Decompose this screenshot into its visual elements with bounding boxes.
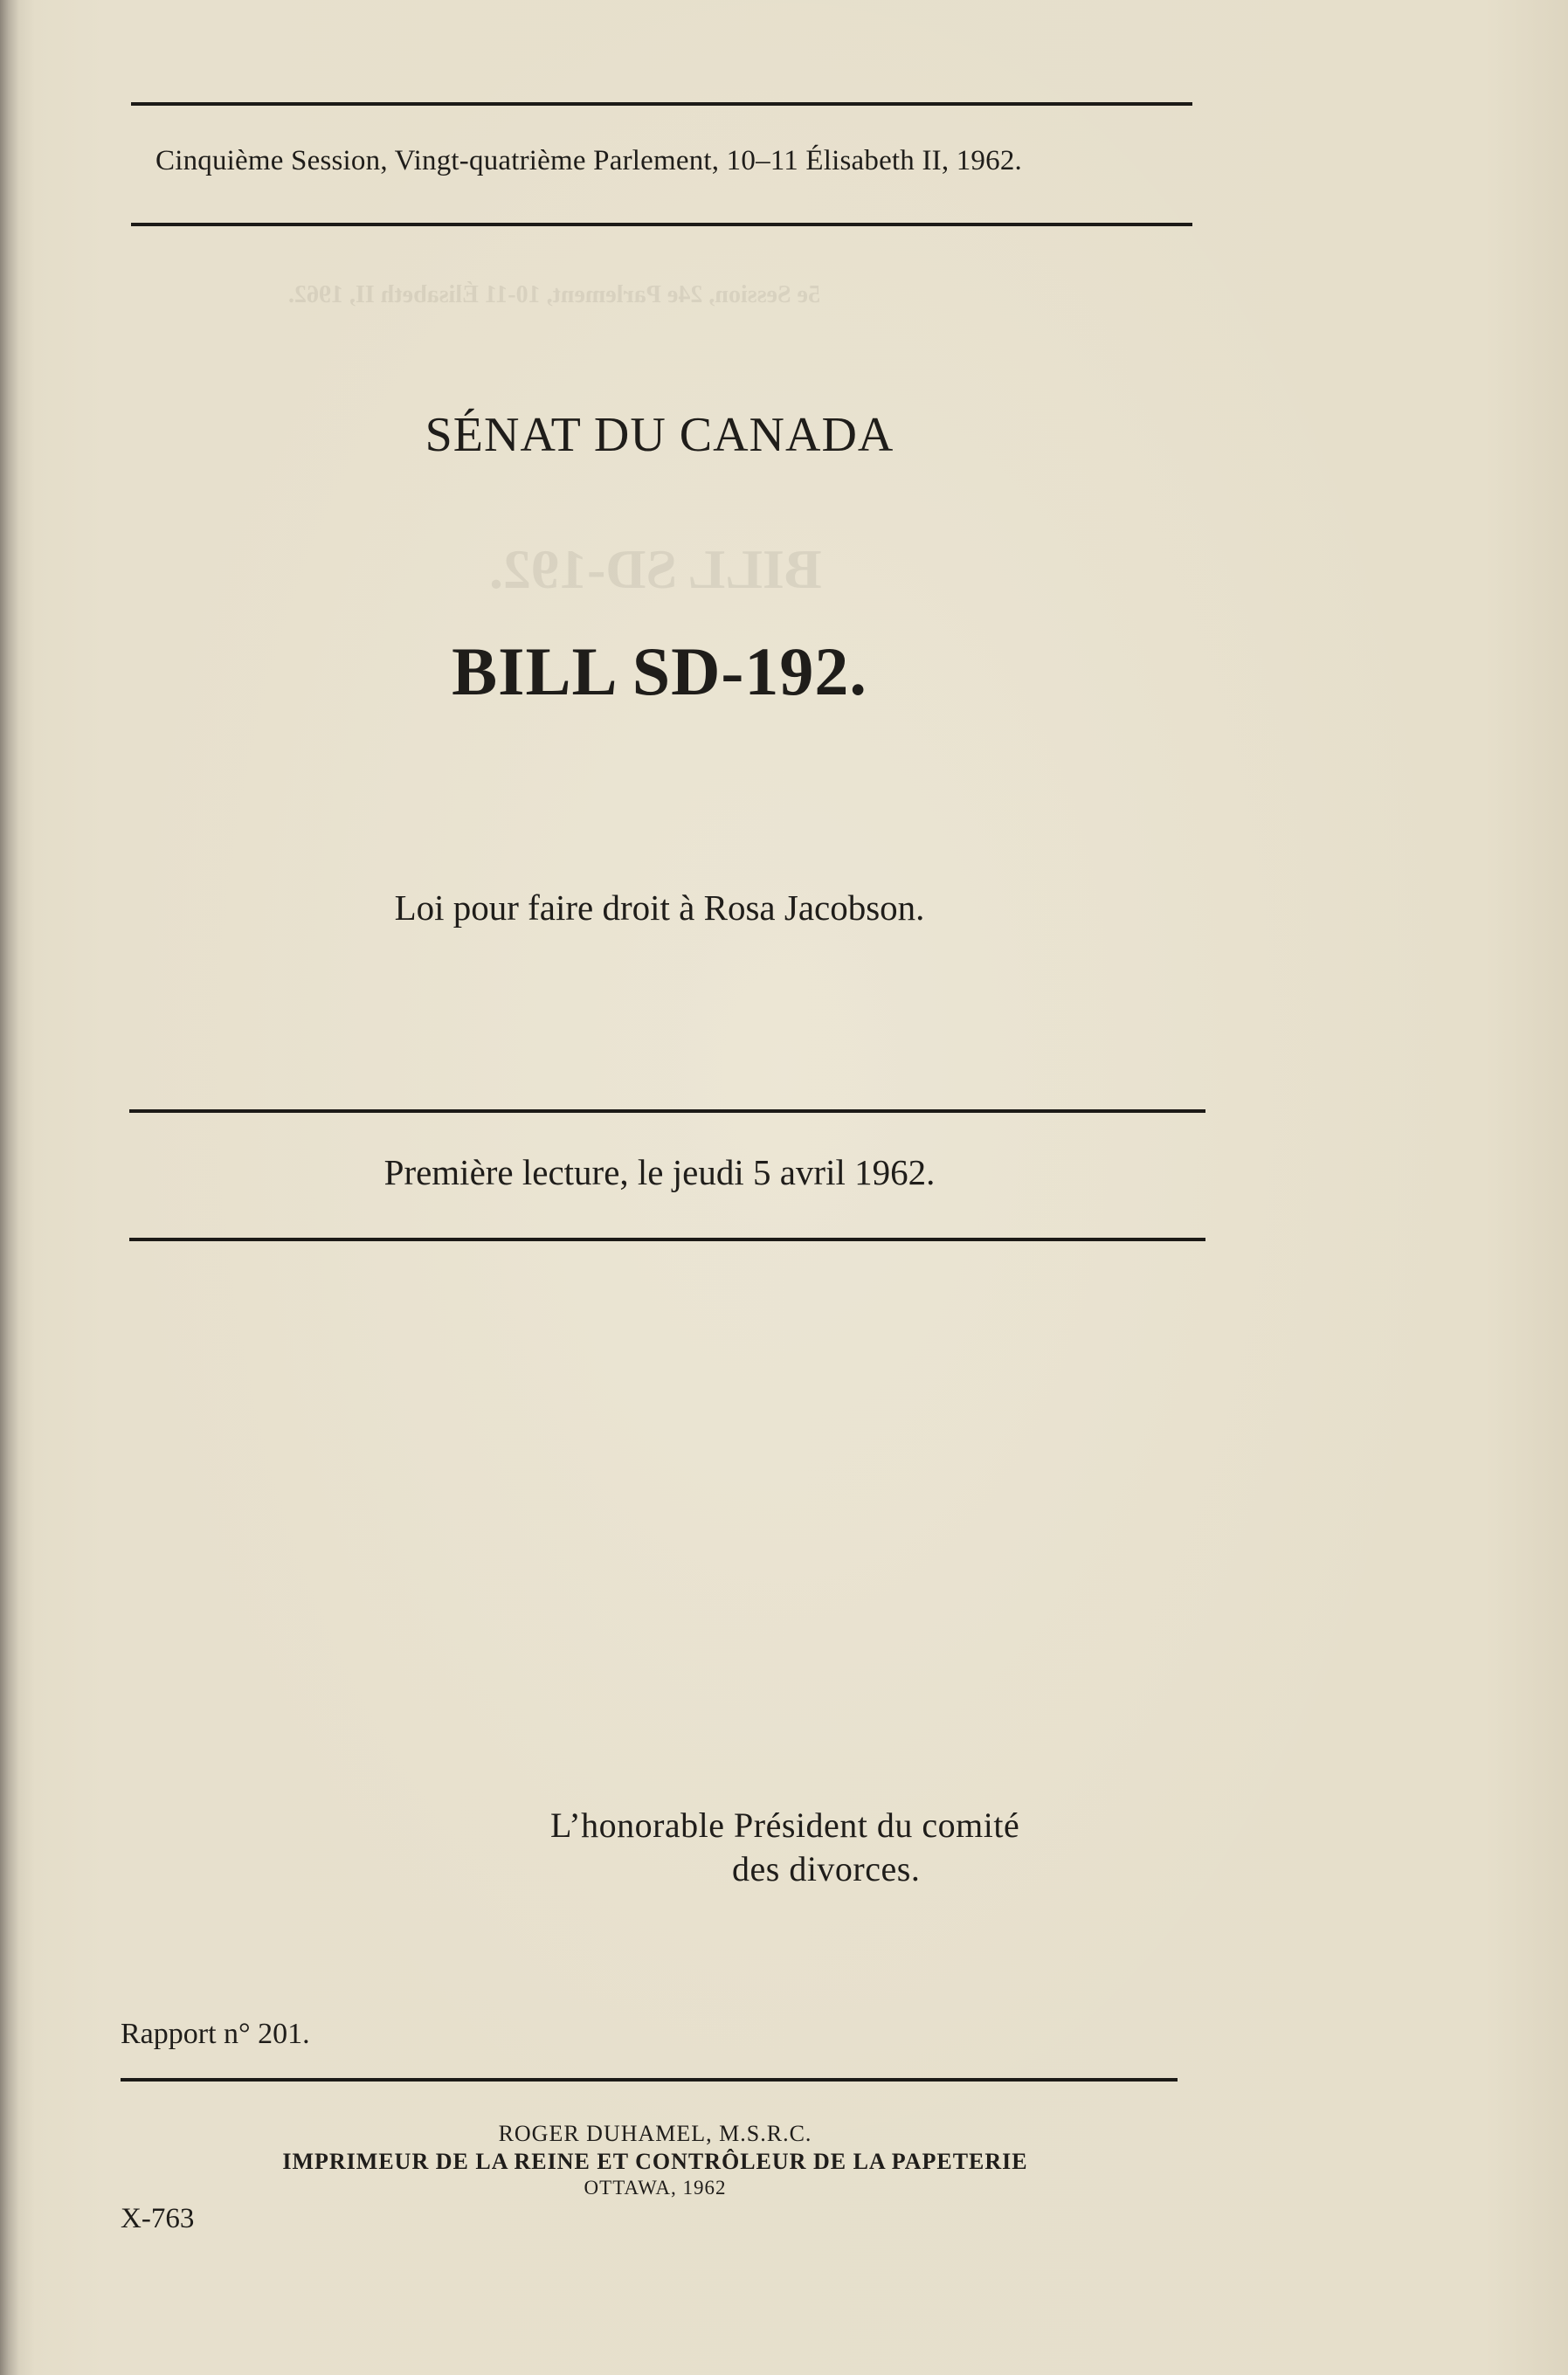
- show-through-bill: BILL SD-192.: [489, 538, 822, 600]
- session-line: Cinquième Session, Vingt-quatrième Parlement, 10–11 Élisabeth II, 1962.: [155, 145, 1022, 176]
- show-through-session: 5e Session, 24e Parlement, 10-11 Élisabeth II, 1962.: [288, 281, 820, 308]
- bill-number: BILL SD-192.: [452, 633, 867, 709]
- printer-name: ROGER DUHAMEL, M.S.R.C.: [498, 2121, 812, 2146]
- sponsor-block: [550, 1804, 1162, 1891]
- session-rule: [131, 223, 1192, 226]
- footer-rule: [121, 2078, 1178, 2082]
- document-code: X-763: [121, 2203, 195, 2234]
- printer-city: OTTAWA, 1962: [584, 2177, 727, 2199]
- bill-short-title: Loi pour faire droit à Rosa Jacobson.: [394, 887, 925, 928]
- first-reading-line: Première lecture, le jeudi 5 avril 1962.: [383, 1152, 936, 1192]
- sponsor-line-1: L’honorable Président du comité: [550, 1805, 1020, 1845]
- printer-title: IMPRIMEUR DE LA REINE ET CONTRÔLEUR DE LA PAPETERIE: [282, 2149, 1028, 2174]
- reading-rule-top: [129, 1109, 1205, 1113]
- report-number: Rapport n° 201.: [121, 2018, 310, 2050]
- chamber-heading: SÉNAT DU CANADA: [425, 408, 895, 462]
- sponsor-line-2: des divorces.: [732, 1849, 921, 1888]
- reading-rule-bottom: [129, 1238, 1205, 1241]
- top-rule: [131, 102, 1192, 106]
